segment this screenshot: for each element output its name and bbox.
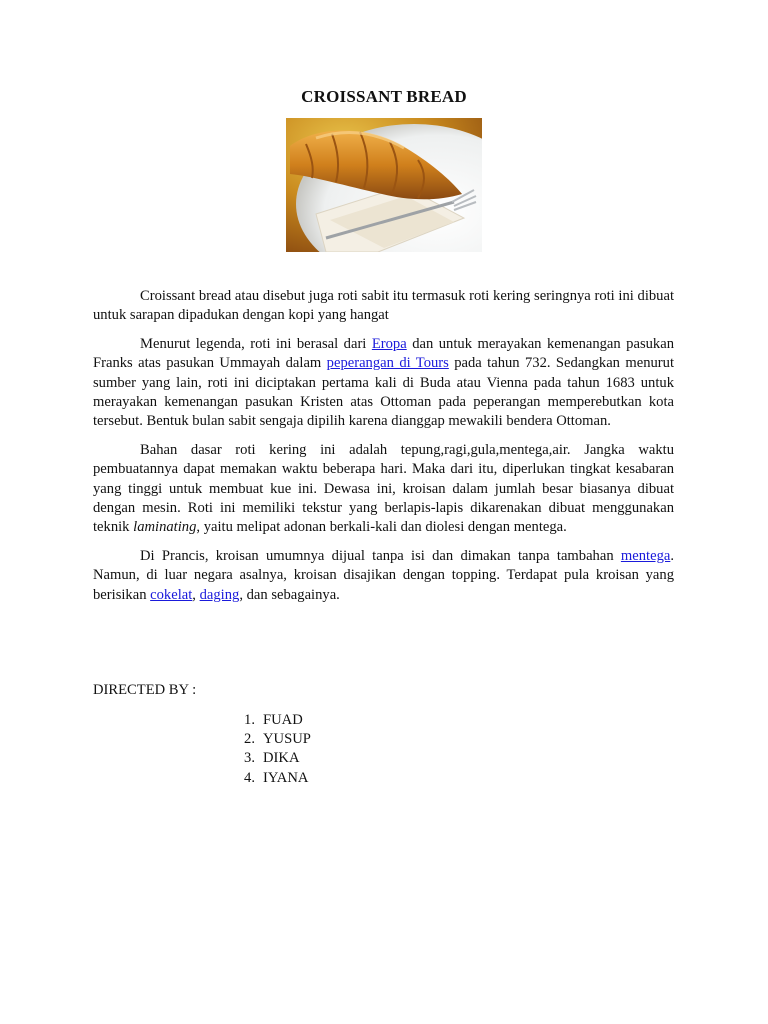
directed-by-label: DIRECTED BY : bbox=[93, 682, 197, 698]
list-number: 1. bbox=[244, 712, 255, 728]
list-item bbox=[228, 730, 311, 749]
paragraph-2 bbox=[93, 335, 674, 431]
paragraph-3 bbox=[93, 441, 674, 537]
list-name: FUAD bbox=[263, 712, 303, 728]
list-item bbox=[228, 749, 311, 768]
list-number: 4. bbox=[244, 769, 255, 786]
croissant-photo bbox=[286, 118, 482, 252]
list-number: 2. bbox=[244, 731, 255, 748]
paragraph-3-text-2: , yaitu melipat adonan berkali-kali dan diolesi dengan mentega. bbox=[196, 519, 567, 536]
list-item bbox=[228, 769, 311, 788]
link-daging[interactable]: daging bbox=[199, 586, 240, 603]
paragraph-4-text-1: Di Prancis, kroisan umumnya dijual tanpa isi dan dimakan tanpa tambahan bbox=[140, 548, 621, 565]
link-eropa[interactable]: Eropa bbox=[371, 336, 407, 353]
paragraph-2-text-2: dan untuk merayakan kemenangan pasukan Franks atas pasukan Ummayah dalam bbox=[93, 336, 675, 372]
body-text bbox=[93, 287, 674, 614]
list-number: 3. bbox=[244, 750, 255, 767]
paragraph-4-text-2: . Namun, di luar negara asalnya, kroisan disajikan dengan topping. Terdapat pula kroisan yang berisikan bbox=[93, 548, 674, 603]
credits-list bbox=[228, 711, 311, 788]
paragraph-4 bbox=[93, 547, 674, 605]
paragraph-1: Croissant bread atau disebut juga roti sabit itu termasuk roti kering seringnya roti ini dibuat untuk sarapan dipadukan dengan kopi yang hangat bbox=[93, 288, 674, 324]
document-title: CROISSANT BREAD bbox=[301, 87, 467, 106]
paragraph-3-italic: laminating bbox=[133, 519, 197, 536]
link-cokelat[interactable]: cokelat bbox=[150, 586, 193, 603]
paragraph-4-text-3: , bbox=[192, 586, 200, 603]
paragraph-2-text-1: Menurut legenda, roti ini berasal dari bbox=[140, 336, 372, 353]
paragraph-3-text-1: Bahan dasar roti kering ini adalah tepung,ragi,gula,mentega,air. Jangka waktu pembuatannya dapat memakan waktu beberapa hari. Maka dari itu, diperlukan tingkat kesabaran yang tinggi untuk membuat kue ini. Dewasa ini, kroisan dalam jumlah besar biasanya dibuat dengan mesin. Roti ini memiliki tekstur yang berlapis-lapis dikarenakan dibuat menggunakan teknik bbox=[93, 442, 674, 536]
link-mentega[interactable]: mentega bbox=[620, 548, 671, 565]
list-item bbox=[228, 711, 311, 730]
paragraph-2-text-3: pada tahun 732. Sedangkan menurut sumber yang lain, roti ini diciptakan pertama kali di Buda atau Vienna pada tahun 1683 untuk merayakan kemenangan pasukan Kristen atas Ottoman pada peperangan memperebutkan kota tersebut. Bentuk bulan sabit sengaja dipilih karena dianggap mewakili bendera Ottoman. bbox=[93, 355, 675, 430]
list-name: YUSUP bbox=[263, 731, 311, 748]
list-name: DIKA bbox=[263, 750, 300, 767]
link-peperangan-di-tours[interactable]: peperangan di Tours bbox=[326, 355, 449, 372]
list-name: IYANA bbox=[263, 769, 309, 786]
paragraph-4-text-4: , dan sebagainya. bbox=[239, 586, 340, 603]
